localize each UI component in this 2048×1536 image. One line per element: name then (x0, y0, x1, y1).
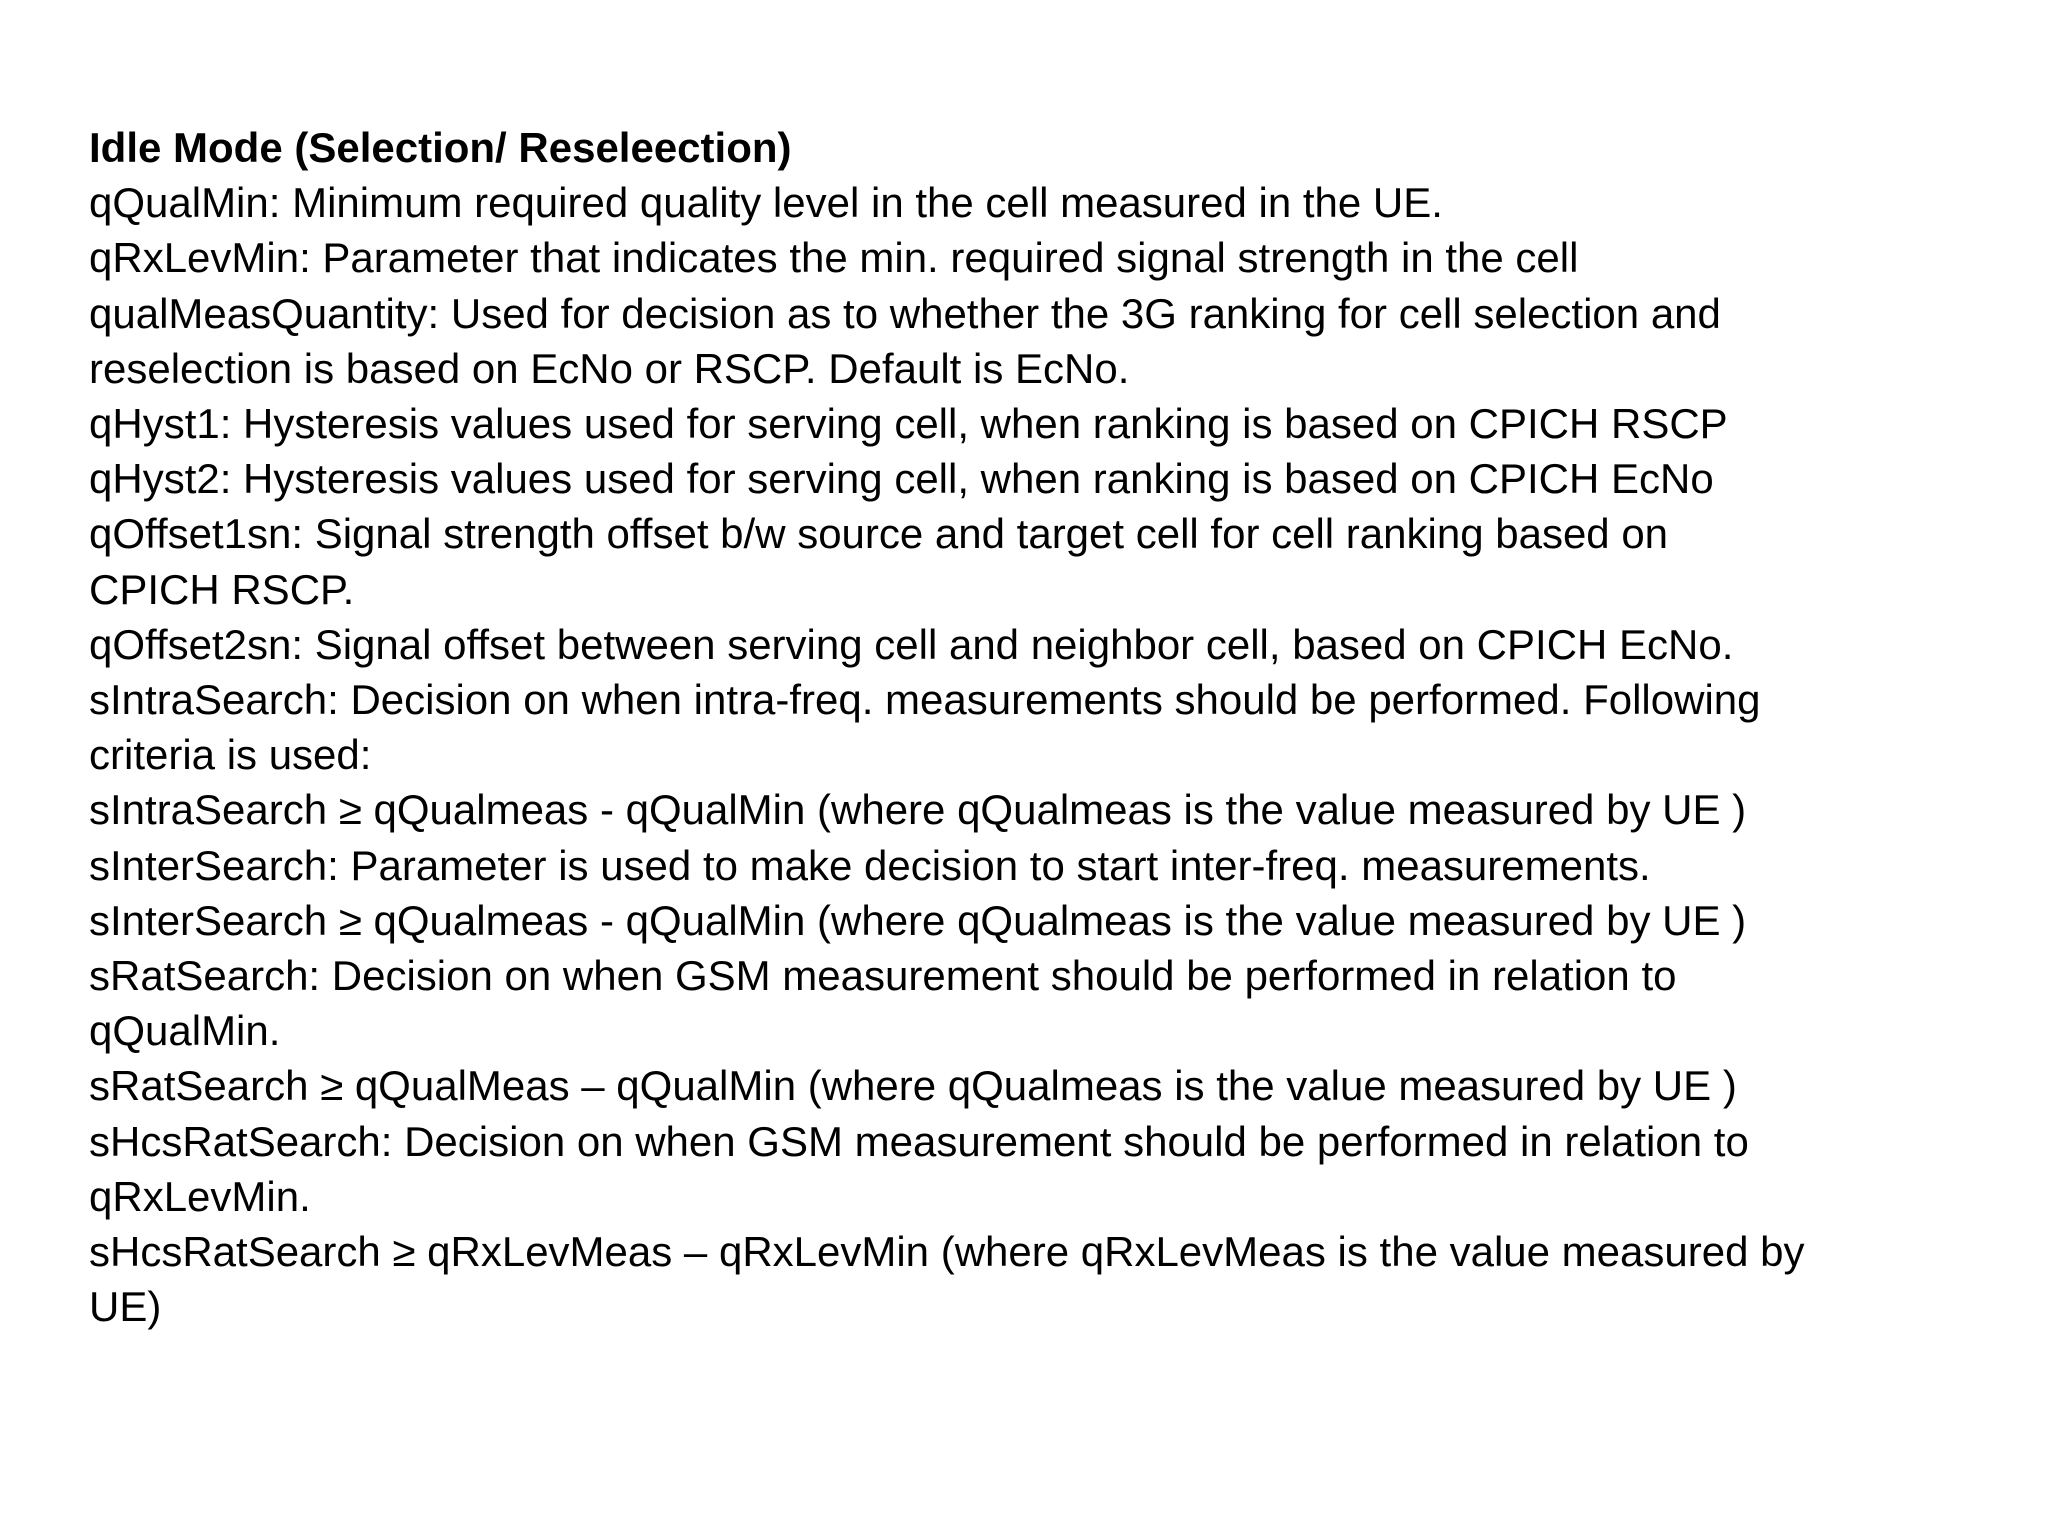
text-line-sratsearch: sRatSearch: Decision on when GSM measurement should be performed in relation to (89, 952, 1677, 1000)
text-line-qoffset1sn: qOffset1sn: Signal strength offset b/w source and target cell for cell ranking based on (89, 510, 1669, 558)
text-line-qoffset1sn-continued: CPICH RSCP. (89, 565, 355, 613)
text-line-sintrasearch-continued: criteria is used: (89, 731, 372, 779)
text-line-qualmeasquantity: qualMeasQuantity: Used for decision as to whether the 3G ranking for cell selection and (89, 289, 1721, 337)
text-line-sintrasearch-criteria: sIntraSearch ≥ qQualmeas - qQualMin (where qQualmeas is the value measured by UE ) (89, 786, 1747, 834)
text-line-shcsratsearch: sHcsRatSearch: Decision on when GSM measurement should be performed in relation to (89, 1117, 1749, 1165)
text-line-qhyst2: qHyst2: Hysteresis values used for serving cell, when ranking is based on CPICH EcNo (89, 455, 1714, 503)
text-line-qqualmin: qQualMin: Minimum required quality level in the cell measured in the UE. (89, 179, 1443, 227)
text-line-qrxlevmin: qRxLevMin: Parameter that indicates the min. required signal strength in the cell (89, 234, 1579, 282)
document-text (89, 120, 2019, 1334)
text-line-sratsearch-criteria: sRatSearch ≥ qQualMeas – qQualMin (where qQualmeas is the value measured by UE ) (89, 1062, 1737, 1110)
text-line-sintersearch: sInterSearch: Parameter is used to make decision to start inter-freq. measurements. (89, 841, 1651, 889)
text-line-sintrasearch: sIntraSearch: Decision on when intra-freq. measurements should be performed. Following (89, 676, 1761, 724)
text-line-sratsearch-continued: qQualMin. (89, 1007, 281, 1055)
text-line-qualmeasquantity-continued: reselection is based on EcNo or RSCP. Default is EcNo. (89, 344, 1130, 392)
text-line-shcsratsearch-criteria: sHcsRatSearch ≥ qRxLevMeas – qRxLevMin (where qRxLevMeas is the value measured by (89, 1228, 1805, 1276)
text-line-shcsratsearch-criteria-continued: UE) (89, 1283, 162, 1331)
text-line-qoffset2sn: qOffset2sn: Signal offset between serving cell and neighbor cell, based on CPICH EcNo. (89, 620, 1734, 668)
text-line-shcsratsearch-continued: qRxLevMin. (89, 1172, 311, 1220)
document-heading: Idle Mode (Selection/ Reseleection) (89, 124, 792, 171)
text-line-sintersearch-criteria: sInterSearch ≥ qQualmeas - qQualMin (where qQualmeas is the value measured by UE ) (89, 896, 1747, 944)
text-line-qhyst1: qHyst1: Hysteresis values used for serving cell, when ranking is based on CPICH RSCP (89, 400, 1728, 448)
